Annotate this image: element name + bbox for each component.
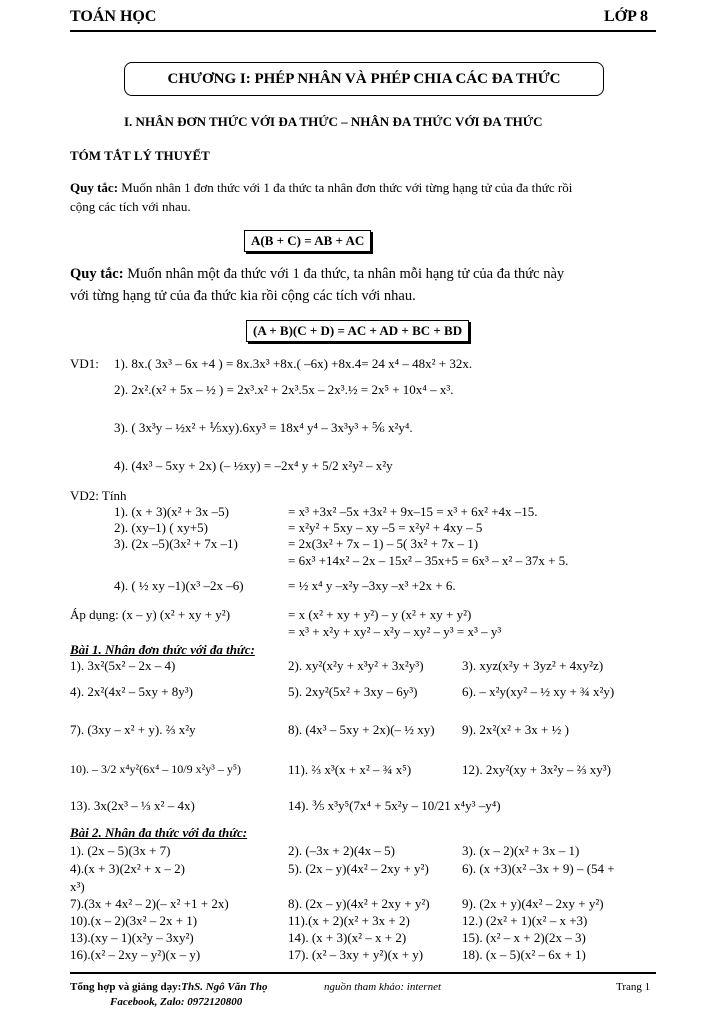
bai2-item: x³) [70, 879, 85, 894]
bai1-item: 4). 2x²(4x² – 5xy + 8y³) [70, 684, 194, 699]
header-grade: LỚP 8 [604, 8, 649, 25]
apply-right-1: = x (x² + xy + y²) – y (x² + xy + y²) [288, 607, 472, 622]
apply-right-2: = x³ + x²y + xy² – x²y – xy² – y³ = x³ – y³ [288, 624, 502, 639]
bai1-item: 11). ⅔ x³(x + x² – ¾ x⁵) [288, 762, 412, 777]
bai2-item: 14). (x + 3)(x² – x + 2) [288, 930, 407, 945]
bai2-item: 18). (x – 5)(x² – 6x + 1) [462, 947, 586, 962]
bai1-item: 10). – 3/2 x⁴y²(6x⁴ – 10/9 x²y³ – y⁵) [70, 762, 241, 776]
bai2-item: 9). (2x + y)(4x² – 2xy + y²) [462, 896, 604, 911]
bai2-item: 2). (–3x + 2)(4x – 5) [288, 843, 395, 858]
bai1-title: Bài 1. Nhân đơn thức với đa thức: [70, 642, 255, 657]
rule1-label: Quy tắc: [70, 180, 119, 195]
vd2-row-left: 4). ( ½ xy –1)(x³ –2x –6) [114, 578, 244, 593]
bai2-item: 10).(x – 2)(3x² – 2x + 1) [70, 913, 198, 928]
rule1-formula: A(B + C) = AB + AC [244, 230, 371, 252]
vd1-ex2: 2). 2x².(x² + 5x – ½ ) = 2x³.x² + 2x³.5x – 2x³.½ = 2x⁵ + 10x⁴ – x³. [114, 382, 454, 397]
bai1-item: 6). – x²y(xy² – ½ xy + ¾ x²y) [462, 684, 615, 699]
rule2-line1 [70, 266, 564, 283]
bai1-item: 3). xyz(x²y + 3yz² + 4xy²z) [462, 658, 604, 673]
bai1-item: 1). 3x²(5x² – 2x – 4) [70, 658, 176, 673]
bai1-item: 12). 2xy²(xy + 3x²y – ⅔ xy³) [462, 762, 612, 777]
bai2-item: 16).(x² – 2xy – y²)(x – y) [70, 947, 201, 962]
vd1-ex1: 1). 8x.( 3x³ – 6x +4 ) = 8x.3x³ +8x.( –6x) +8x.4= 24 x⁴ – 48x² + 32x. [114, 356, 473, 371]
footer-author-name: ThS. Ngô Văn Thọ [181, 981, 268, 993]
apply-left: Áp dụng: (x – y) (x² + xy + y²) [70, 607, 231, 622]
bai1-item: 7). (3xy – x² + y). ⅔ x²y [70, 722, 196, 737]
bai2-title: Bài 2. Nhân đa thức với đa thức: [70, 825, 248, 840]
section-title: I. NHÂN ĐƠN THỨC VỚI ĐA THỨC – NHÂN ĐA THỨC VỚI ĐA THỨC [124, 114, 543, 129]
chapter-title: CHƯƠNG I: PHÉP NHÂN VÀ PHÉP CHIA CÁC ĐA THỨC [124, 62, 604, 96]
bai2-item: 13).(xy – 1)(x²y – 3xy²) [70, 930, 194, 945]
vd2-row-right: = 6x³ +14x² – 2x – 15x² – 35x+5 = 6x³ – x² – 37x + 5. [288, 553, 569, 568]
bai2-item: 6). (x +3)(x² –3x + 9) – (54 + [462, 861, 615, 876]
bai1-item: 5). 2xy²(5x² + 3xy – 6y³) [288, 684, 418, 699]
footer-rule [70, 972, 656, 974]
bai2-item: 15). (x² – x + 2)(2x – 3) [462, 930, 586, 945]
vd1-ex3: 3). ( 3x³y – ½x² + ⅕xy).6xy³ = 18x⁴ y⁴ – 3x³y³ + ⅚ x²y⁴. [114, 420, 413, 435]
vd2-row-left: 2). (xy–1) ( xy+5) [114, 520, 208, 535]
bai2-item: 17). (x² – 3xy + y²)(x + y) [288, 947, 424, 962]
header-subject: TOÁN HỌC [70, 8, 157, 25]
footer-author [70, 981, 267, 993]
theory-heading: TÓM TẮT LÝ THUYẾT [70, 148, 210, 163]
footer-contact: Facebook, Zalo: 0972120800 [110, 996, 243, 1008]
bai1-item: 14). ⅗ x³y⁵(7x⁴ + 5x²y – 10/21 x⁴y³ –y⁴) [288, 798, 501, 813]
bai1-item: 2). xy²(x²y + x³y² + 3x²y³) [288, 658, 424, 673]
bai2-item: 7).(3x + 4x² – 2)(– x² +1 + 2x) [70, 896, 229, 911]
vd1-label: VD1: [70, 356, 99, 371]
rule2-label: Quy tắc: [70, 266, 124, 282]
vd2-row-left: 3). (2x –5)(3x² + 7x –1) [114, 536, 238, 551]
bai2-item: 1). (2x – 5)(3x + 7) [70, 843, 171, 858]
bai2-item: 5). (2x – y)(4x² – 2xy + y²) [288, 861, 429, 876]
rule2-line2: với từng hạng tử của đa thức kia rồi cộng các tích với nhau. [70, 288, 416, 304]
header-rule [70, 30, 656, 32]
vd2-row-right: = ½ x⁴ y –x²y –3xy –x³ +2x + 6. [288, 578, 456, 593]
rule1-line1 [70, 180, 572, 196]
bai2-item: 4).(x + 3)(2x² + x – 2) [70, 861, 185, 876]
rule1-line2: cộng các tích với nhau. [70, 199, 191, 214]
rule2-text1: Muốn nhân một đa thức với 1 đa thức, ta nhân mỗi hạng tử của đa thức này [127, 266, 565, 282]
bai2-item: 8). (2x – y)(4x² + 2xy + y²) [288, 896, 430, 911]
footer-author-label: Tổng hợp và giảng dạy: [70, 981, 182, 993]
bai2-item: 3). (x – 2)(x² + 3x – 1) [462, 843, 580, 858]
footer-page-number: Trang 1 [616, 981, 651, 993]
bai1-item: 8). (4x³ – 5xy + 2x)(– ½ xy) [288, 722, 435, 737]
vd2-label: VD2: Tính [70, 488, 127, 503]
bai1-item: 9). 2x²(x² + 3x + ½ ) [462, 722, 569, 737]
vd2-row-left: 1). (x + 3)(x² + 3x –5) [114, 504, 229, 519]
footer-source: nguồn tham khảo: internet [324, 981, 442, 993]
vd2-row-right: = 2x(3x² + 7x – 1) – 5( 3x² + 7x – 1) [288, 536, 479, 551]
bai1-item: 13). 3x(2x³ – ⅓ x² – 4x) [70, 798, 195, 813]
rule2-formula: (A + B)(C + D) = AC + AD + BC + BD [246, 320, 469, 342]
bai2-item: 12.) (2x² + 1)(x² – x +3) [462, 913, 588, 928]
vd2-row-right: = x²y² + 5xy – xy –5 = x²y² + 4xy – 5 [288, 520, 483, 535]
vd1-ex4: 4). (4x³ – 5xy + 2x) (– ½xy) = –2x⁴ y + 5/2 x²y² – x²y [114, 458, 393, 473]
bai2-item: 11).(x + 2)(x² + 3x + 2) [288, 913, 410, 928]
rule1-text1: Muốn nhân 1 đơn thức với 1 đa thức ta nhân đơn thức với từng hạng tử của đa thức rồi [121, 180, 573, 195]
vd2-row-right: = x³ +3x² –5x +3x² + 9x–15 = x³ + 6x² +4x –15. [288, 504, 538, 519]
